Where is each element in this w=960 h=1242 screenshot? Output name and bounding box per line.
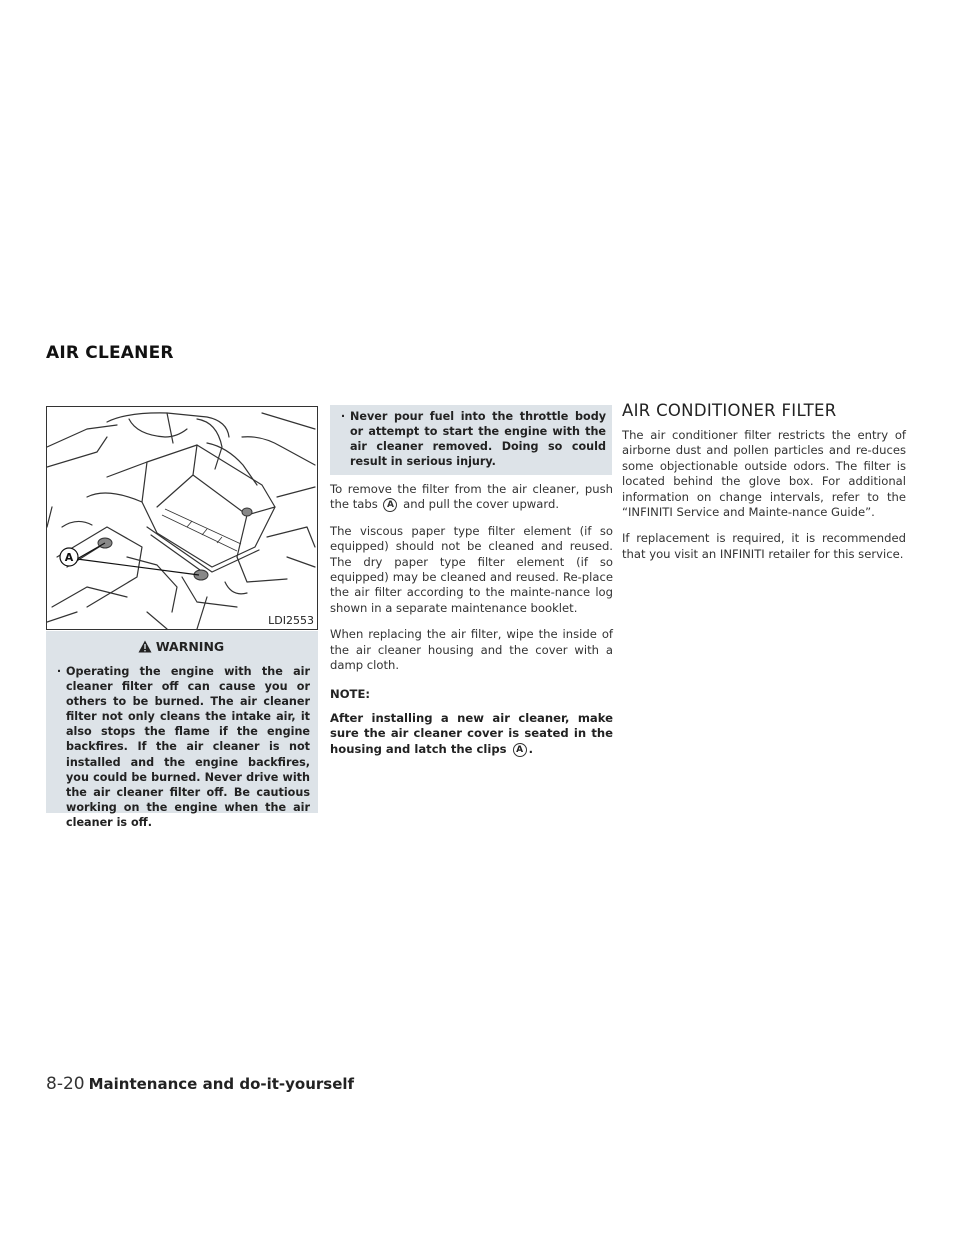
ac-filter-paragraph: If replacement is required, it is recommended that you visit an INFINITI retailer for this service.: [622, 531, 906, 561]
engine-bay-illustration: [46, 406, 318, 630]
callout-a-marker: A: [383, 498, 397, 512]
paragraph-wipe: When replacing the air filter, wipe the inside of the air cleaner housing and the cover with a damp cloth.: [330, 627, 613, 673]
warning-item-text: Never pour fuel into the throttle body or attempt to start the engine with the air cleaner removed. Doing so could result in serious injury.: [350, 410, 606, 469]
paragraph-filter-element: The viscous paper type filter element (if so equipped) should not be cleaned and reused. The dry paper type filter element (if so equipped) may be cleaned and reused. Re-place the air filter according to the mainte-nance log shown in a separate maintenance booklet.: [330, 523, 613, 615]
note-text-body: After installing a new air cleaner, make sure the air cleaner cover is seated in the housing and latch the clips: [330, 710, 613, 756]
chapter-title: Maintenance and do-it-yourself: [88, 1075, 355, 1093]
warning-header: [52, 639, 310, 654]
page-number: 8-20: [46, 1074, 85, 1094]
figure-code: LDI2553: [268, 614, 314, 627]
warning-box: [46, 631, 318, 829]
note-text: [330, 711, 613, 757]
ac-filter-paragraph: The air conditioner filter restricts the entry of airborne dust and pollen particles and re-duces some objectionable outside odors. The filter is located behind the glove box. For additional information on change intervals, refer to the “INFINITI Service and Mainte-nance Guide”.: [622, 428, 906, 520]
warning-heading: WARNING: [155, 639, 225, 654]
paragraph-text: and pull the cover upward.: [403, 497, 559, 512]
bullet-marker: ·: [340, 410, 346, 423]
note-text-end: .: [528, 741, 534, 756]
warning-item-text: Operating the engine with the air cleaner filter off can cause you or others to be burned. The air cleaner filter not only cleans the intake air, it also stops the flame if the engine backfires. If the air cleaner is not installed and the engine backfires, you could be burned. Never drive with the air cleaner filter off. Be cautious working on the engine when the air cleaner is off.: [66, 665, 310, 829]
air-cleaner-drawing: [47, 407, 317, 629]
paragraph-remove-filter: [330, 482, 613, 513]
note-heading: NOTE:: [330, 687, 371, 702]
body-column: [330, 482, 613, 757]
ac-filter-heading: AIR CONDITIONER FILTER: [622, 401, 837, 420]
callout-a-label: A: [64, 551, 74, 564]
warning-triangle-icon: [138, 640, 152, 653]
section-title: AIR CLEANER: [46, 343, 174, 363]
ac-filter-column: [622, 428, 906, 573]
warning-item: [336, 409, 606, 469]
bullet-marker: ·: [56, 665, 62, 678]
callout-a-marker: A: [513, 743, 527, 757]
warning-box-continued: [330, 405, 612, 475]
page-footer: [46, 1074, 354, 1094]
paragraph-text: To remove the filter from the air cleaner, push the tabs: [330, 482, 613, 512]
warning-item: [52, 664, 310, 830]
